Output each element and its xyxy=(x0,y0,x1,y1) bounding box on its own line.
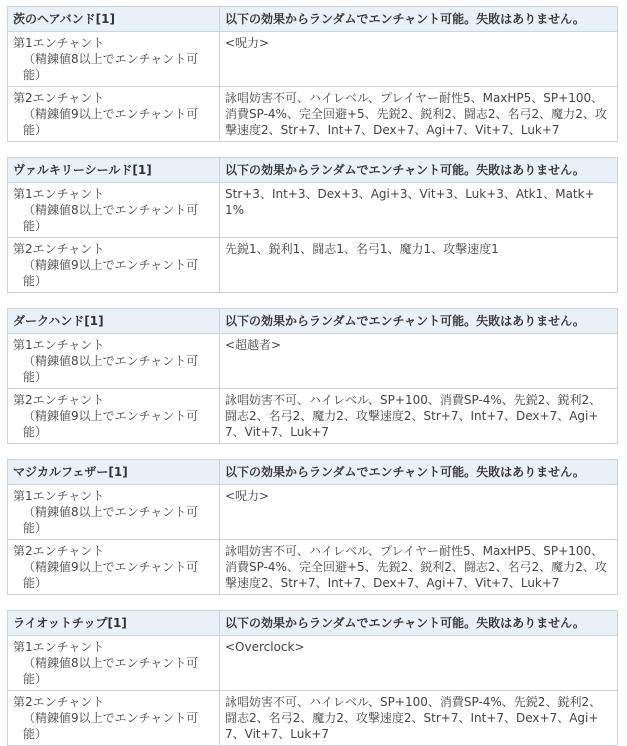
enchant-table-hairband xyxy=(7,6,618,142)
slot-title: 第2エンチャント xyxy=(13,242,105,256)
table-row xyxy=(8,87,618,142)
enchant-effects xyxy=(220,183,618,238)
header-description: 以下の効果からランダムでエンチャント可能。失敗はありません。 xyxy=(220,158,618,183)
slot-title: 第1エンチャント xyxy=(13,36,105,50)
table-row xyxy=(8,389,618,444)
enchant-table-dark-hand xyxy=(7,308,618,444)
table-header-row xyxy=(8,158,618,183)
table-row xyxy=(8,636,618,691)
enchant-table-riot-chip xyxy=(7,610,618,746)
effects-text: 詠唱妨害不可、ハイレベル、SP+100、消費SP-4%、先鋭2、鋭利2、闘志2、名弓2、魔力2、攻撃速度2、Str+7、Int+7、Dex+7、Agi+7、Vit+7、Luk+7 xyxy=(225,695,602,741)
slot-condition: （精錬値9以上でエンチャント可能） xyxy=(23,409,199,439)
effects-text: 詠唱妨害不可、ハイレベル、プレイヤー耐性5、MaxHP5、SP+100、消費SP-4%、完全回避+5、先鋭2、鋭利2、闘志2、名弓2、魔力2、攻撃速度2、Str+7、Int+7、Dex+7、Agi+7、Vit+7、Luk+7 xyxy=(225,91,607,137)
item-name: 茨のヘアバンド[1] xyxy=(8,7,220,32)
effects-text: Str+3、Int+3、Dex+3、Agi+3、Vit+3、Luk+3、Atk1、Matk+1% xyxy=(225,187,595,217)
effects-text: <呪力> xyxy=(225,489,270,503)
table-row xyxy=(8,32,618,87)
item-name: ダークハンド[1] xyxy=(8,309,220,334)
effects-text: 詠唱妨害不可、ハイレベル、SP+100、消費SP-4%、先鋭2、鋭利2、闘志2、名弓2、魔力2、攻撃速度2、Str+7、Int+7、Dex+7、Agi+7、Vit+7、Luk+7 xyxy=(225,393,602,439)
enchant-effects xyxy=(220,238,618,293)
header-description: 以下の効果からランダムでエンチャント可能。失敗はありません。 xyxy=(220,460,618,485)
slot-condition: （精錬値8以上でエンチャント可能） xyxy=(23,656,199,686)
enchant-slot-label xyxy=(8,485,220,540)
enchant-slot-label xyxy=(8,691,220,746)
table-row xyxy=(8,691,618,746)
enchant-slot-label xyxy=(8,334,220,389)
slot-title: 第1エンチャント xyxy=(13,338,105,352)
slot-title: 第2エンチャント xyxy=(13,91,105,105)
table-row xyxy=(8,183,618,238)
table-header-row xyxy=(8,611,618,636)
slot-condition: （精錬値8以上でエンチャント可能） xyxy=(23,505,199,535)
enchant-effects xyxy=(220,485,618,540)
slot-title: 第1エンチャント xyxy=(13,640,105,654)
effects-text: <Overclock> xyxy=(225,640,305,654)
enchant-slot-label xyxy=(8,636,220,691)
slot-title: 第1エンチャント xyxy=(13,187,105,201)
enchant-effects xyxy=(220,32,618,87)
effects-text: <呪力> xyxy=(225,36,270,50)
table-row xyxy=(8,485,618,540)
enchant-slot-label xyxy=(8,238,220,293)
enchant-effects xyxy=(220,87,618,142)
slot-title: 第2エンチャント xyxy=(13,695,105,709)
enchant-slot-label xyxy=(8,87,220,142)
slot-title: 第1エンチャント xyxy=(13,489,105,503)
effects-text: 詠唱妨害不可、ハイレベル、プレイヤー耐性5、MaxHP5、SP+100、消費SP-4%、完全回避+5、先鋭2、鋭利2、闘志2、名弓2、魔力2、攻撃速度2、Str+7、Int+7、Dex+7、Agi+7、Vit+7、Luk+7 xyxy=(225,544,607,590)
enchant-effects xyxy=(220,389,618,444)
enchant-effects xyxy=(220,334,618,389)
enchant-slot-label xyxy=(8,183,220,238)
slot-title: 第2エンチャント xyxy=(13,393,105,407)
item-name: ライオットチップ[1] xyxy=(8,611,220,636)
slot-condition: （精錬値9以上でエンチャント可能） xyxy=(23,258,199,288)
header-description: 以下の効果からランダムでエンチャント可能。失敗はありません。 xyxy=(220,309,618,334)
table-row xyxy=(8,540,618,595)
table-row xyxy=(8,238,618,293)
effects-text: <超越者> xyxy=(225,338,282,352)
item-name: ヴァルキリーシールド[1] xyxy=(8,158,220,183)
enchant-slot-label xyxy=(8,389,220,444)
table-header-row xyxy=(8,309,618,334)
slot-title: 第2エンチャント xyxy=(13,544,105,558)
table-header-row xyxy=(8,7,618,32)
enchant-effects xyxy=(220,636,618,691)
effects-text: 先鋭1、鋭利1、闘志1、名弓1、魔力1、攻撃速度1 xyxy=(225,242,499,256)
slot-condition: （精錬値8以上でエンチャント可能） xyxy=(23,52,199,82)
slot-condition: （精錬値8以上でエンチャント可能） xyxy=(23,203,199,233)
enchant-table-magical-feather xyxy=(7,459,618,595)
item-name: マジカルフェザー[1] xyxy=(8,460,220,485)
slot-condition: （精錬値9以上でエンチャント可能） xyxy=(23,560,199,590)
header-description: 以下の効果からランダムでエンチャント可能。失敗はありません。 xyxy=(220,7,618,32)
slot-condition: （精錬値9以上でエンチャント可能） xyxy=(23,107,199,137)
enchant-slot-label xyxy=(8,540,220,595)
slot-condition: （精錬値9以上でエンチャント可能） xyxy=(23,711,199,741)
table-row xyxy=(8,334,618,389)
enchant-effects xyxy=(220,691,618,746)
table-header-row xyxy=(8,460,618,485)
enchant-table-valkyrie-shield xyxy=(7,157,618,293)
enchant-slot-label xyxy=(8,32,220,87)
slot-condition: （精錬値8以上でエンチャント可能） xyxy=(23,354,199,384)
enchant-effects xyxy=(220,540,618,595)
header-description: 以下の効果からランダムでエンチャント可能。失敗はありません。 xyxy=(220,611,618,636)
